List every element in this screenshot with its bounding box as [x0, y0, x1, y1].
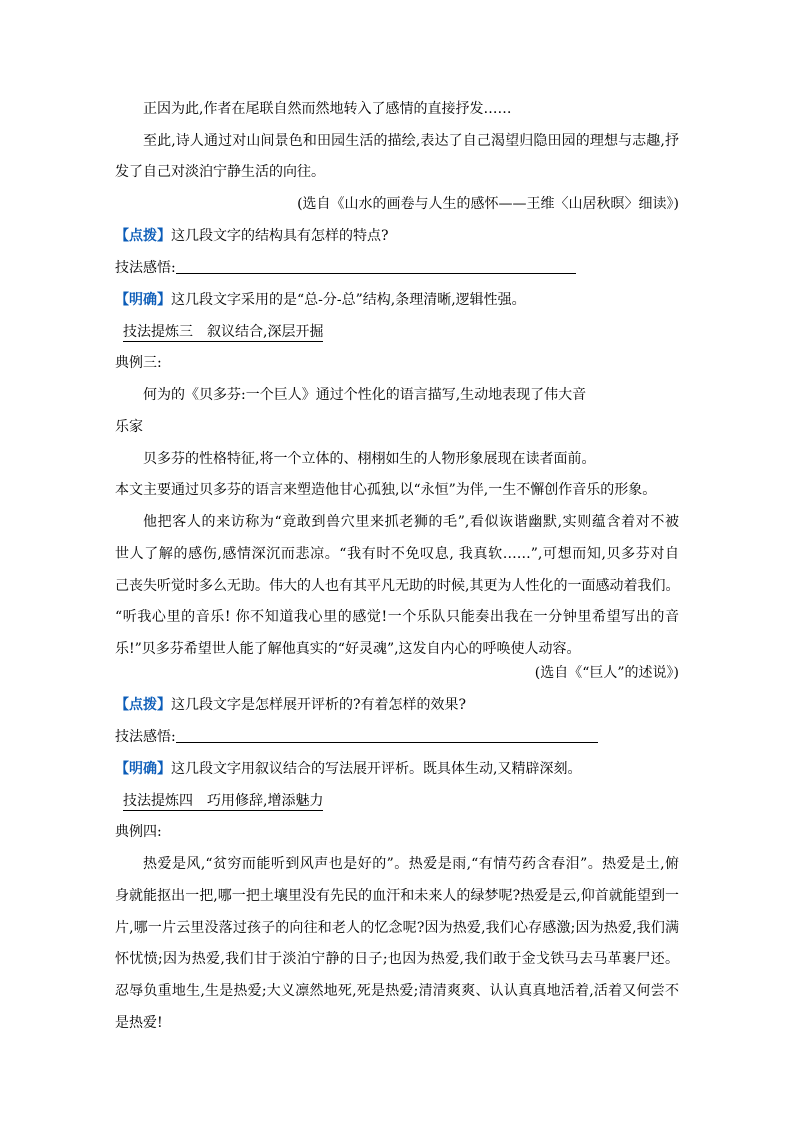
paragraph: 正因为此,作者在尾联自然而然地转入了感情的直接抒发…… — [143, 101, 512, 117]
example-label: 典例四: — [115, 824, 162, 840]
answer-tag: 【明确】 — [115, 292, 171, 308]
answer-text: 这几段文字用叙议结合的写法展开评析。既具体生动,又精辟深刻。 — [171, 761, 582, 777]
answer-line — [115, 759, 581, 779]
hint-line — [115, 226, 389, 246]
answer-tag: 【明确】 — [115, 761, 171, 777]
paragraph: 热爱是风,“贫穷而能听到风声也是好的”。热爱是雨,“有情芍药含春泪”。热爱是土,俯 — [143, 856, 679, 872]
blank-label: 技法感悟: — [115, 729, 176, 745]
paragraph: 何为的《贝多芬:一个巨人》通过个性化的语言描写,生动地表现了伟大音 — [143, 387, 587, 403]
paragraph: 身就能抠出一把,哪一把土壤里没有先民的血汗和未来人的绿梦呢?热爱是云,仰首就能望到一 — [115, 888, 679, 904]
paragraph: 乐家 — [115, 419, 143, 435]
answer-line — [115, 290, 526, 310]
answer-blank[interactable] — [176, 728, 598, 743]
hint-tag: 【点拨】 — [115, 697, 171, 713]
hint-line — [115, 695, 466, 715]
paragraph: 乐!”贝多芬希望世人能了解他真实的“好灵魂”,这发自内心的呼唤使人动容。 — [115, 641, 581, 657]
technique-heading: 技法提炼三 叙议结合,深层开掘 — [123, 324, 324, 340]
answer-blank[interactable] — [176, 259, 576, 274]
source-citation: (选自《山水的画卷与人生的感怀——王维〈山居秋暝〉细读》) — [297, 196, 679, 212]
paragraph: 己丧失听觉时多么无助。伟大的人也有其平凡无助的时候,其更为人性化的一面感动着我们。 — [115, 578, 680, 594]
paragraph: 是热爱! — [115, 1015, 163, 1031]
paragraph: 片,哪一片云里没落过孩子的向往和老人的忆念呢?因为热爱,我们心存感激;因为热爱,我们满 — [115, 920, 679, 936]
paragraph: “听我心里的音乐! 你不知道我心里的感觉!一个乐队只能奏出我在一分钟里希望写出的音 — [115, 609, 679, 625]
paragraph: 怀忧愤;因为热爱,我们甘于淡泊宁静的日子;也因为热爱,我们敢于金戈铁马去马革裹尸还。 — [115, 951, 679, 967]
hint-text: 这几段文字是怎样展开评析的?有着怎样的效果? — [171, 697, 467, 713]
paragraph: 至此,诗人通过对山间景色和田园生活的描绘,表达了自己渴望归隐田园的理想与志趣,抒 — [143, 133, 679, 149]
paragraph: 贝多芬的性格特征,将一个立体的、栩栩如生的人物形象展现在读者面前。 — [143, 451, 596, 467]
paragraph: 他把客人的来访称为“竟敢到兽穴里来抓老狮的毛”,看似诙谐幽默,实则蕴含着对不被 — [143, 514, 679, 530]
paragraph: 发了自己对淡泊宁静生活的向往。 — [115, 164, 325, 180]
technique-heading: 技法提炼四 巧用修辞,增添魅力 — [123, 793, 324, 809]
paragraph: 忍辱负重地生,生是热爱;大义凛然地死,死是热爱;清清爽爽、认认真真地活着,活着又何尝不 — [115, 983, 679, 999]
answer-blank-line — [115, 727, 598, 747]
paragraph: 世人了解的感伤,感情深沉而悲凉。“我有时不免叹息, 我真软……”,可想而知,贝多芬对自 — [115, 546, 679, 562]
paragraph: 本文主要通过贝多芬的语言来塑造他甘心孤独,以“永恒”为伴,一生不懈创作音乐的形象。 — [115, 482, 657, 498]
answer-text: 这几段文字采用的是“总-分-总”结构,条理清晰,逻辑性强。 — [171, 292, 526, 308]
source-citation: (选自《“巨人”的述说》) — [534, 665, 679, 681]
answer-blank-line — [115, 258, 576, 278]
example-label: 典例三: — [115, 355, 162, 371]
hint-tag: 【点拨】 — [115, 228, 171, 244]
hint-text: 这几段文字的结构具有怎样的特点? — [171, 228, 389, 244]
blank-label: 技法感悟: — [115, 260, 176, 276]
